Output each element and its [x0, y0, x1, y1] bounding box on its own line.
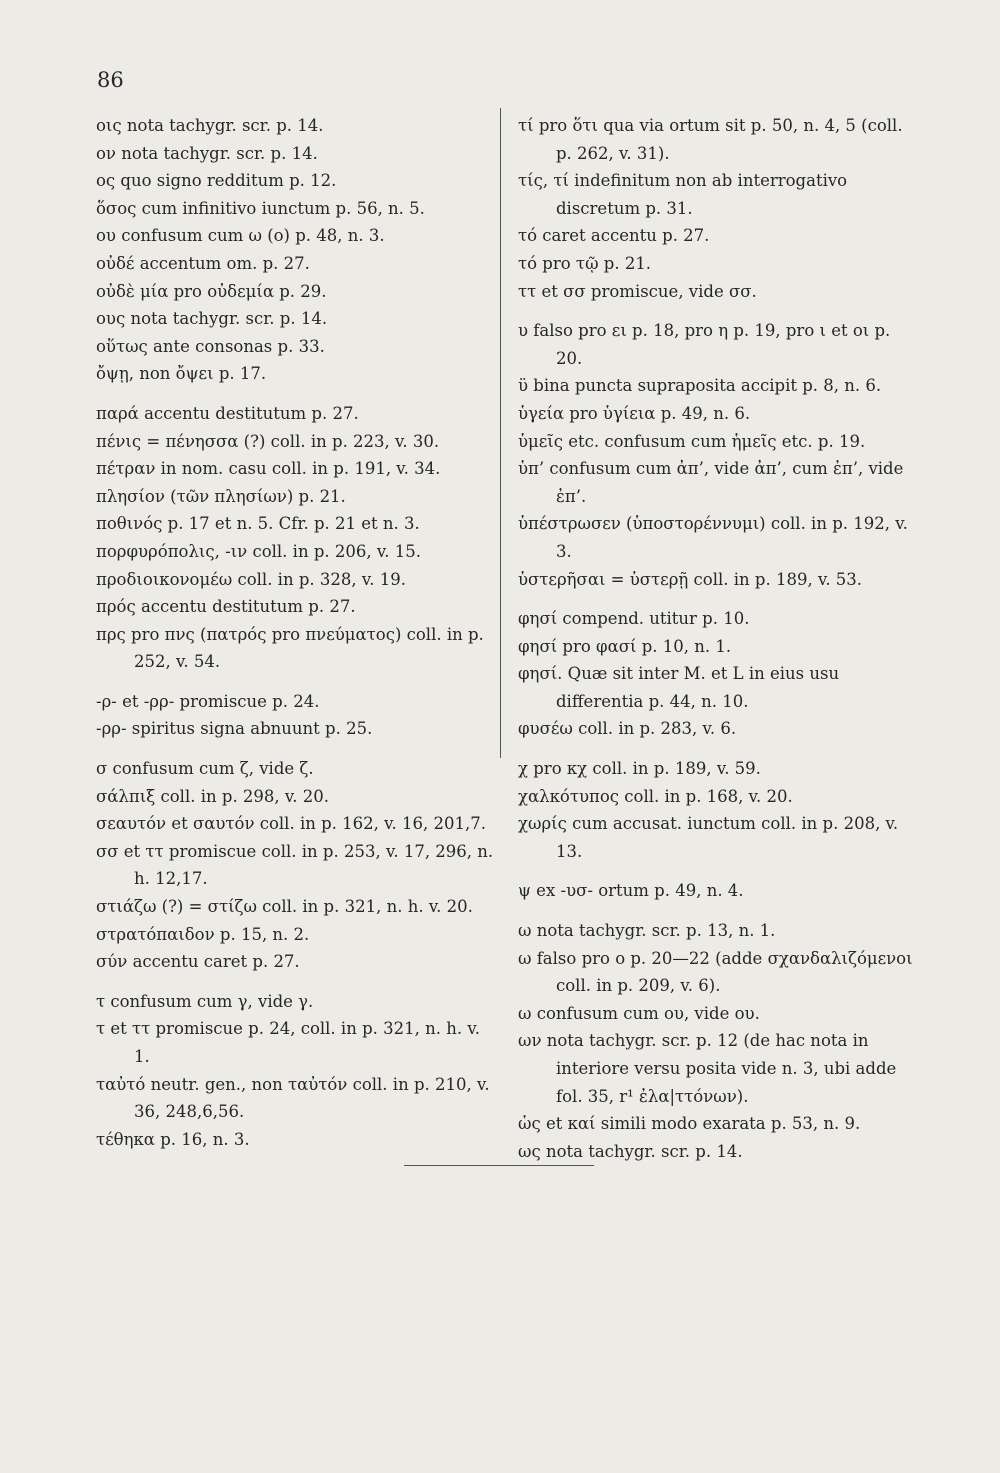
- index-entry: τέθηκα p. 16, n. 3.: [96, 1129, 250, 1149]
- index-entry: χωρίς cum accusat. iunctum coll. in p. 208, v. 13.: [518, 814, 899, 861]
- entry-group-spacer: [518, 593, 913, 605]
- entry-group-spacer: [518, 305, 913, 317]
- index-entry: τό pro τῷ p. 21.: [518, 253, 652, 273]
- index-entry: τίς, τί indefinitum non ab interrogativo discretum p. 31.: [518, 171, 848, 218]
- index-entry: ὑστερῆσαι = ὑστερῇ coll. in p. 189, v. 53.: [518, 569, 863, 589]
- column-divider: [500, 108, 501, 758]
- index-entry: -ρρ- spiritus signa abnuunt p. 25.: [96, 719, 373, 739]
- index-entry: ὡς et καί simili modo exarata p. 53, n. 9.: [518, 1114, 861, 1134]
- index-entry: ττ et σσ promiscue, vide σσ.: [518, 281, 757, 301]
- index-entry: ταὐτό neutr. gen., non ταὐτόν coll. in p. 210, v. 36, 248,6,56.: [96, 1074, 490, 1122]
- index-entry: ψ ex -υσ- ortum p. 49, n. 4.: [518, 881, 744, 901]
- index-entry: υ falso pro ει p. 18, pro η p. 19, pro ι et οι p. 20.: [518, 321, 891, 368]
- index-entry: χαλκότυπος coll. in p. 168, v. 20.: [518, 786, 793, 806]
- index-entry: χ pro κχ coll. in p. 189, v. 59.: [518, 759, 761, 779]
- index-entry: φησί compend. utitur p. 10.: [518, 609, 750, 629]
- index-entry: φησί pro φασί p. 10, n. 1.: [518, 636, 732, 656]
- index-entry: ω falso pro ο p. 20—22 (adde σχανδαλιζόμενοι coll. in p. 209, v. 6).: [518, 948, 913, 996]
- index-entry: πρς pro πνς (πατρός pro πνεύματος) coll. in p. 252, v. 54.: [96, 624, 484, 672]
- entry-group-spacer: [518, 905, 913, 917]
- index-entry: ὑμεῖς etc. confusum cum ἡμεῖς etc. p. 19.: [518, 431, 866, 451]
- index-entry: φυσέω coll. in p. 283, v. 6.: [518, 719, 737, 739]
- right-index-column: [518, 112, 913, 1165]
- entry-group-spacer: [518, 743, 913, 755]
- index-entry: τ et ττ promiscue p. 24, coll. in p. 321, n. h. v. 1.: [96, 1019, 480, 1066]
- index-entry: ω nota tachygr. scr. p. 13, n. 1.: [518, 921, 776, 941]
- index-entry: τί pro ὅτι qua via ortum sit p. 50, n. 4, 5 (coll. p. 262, v. 31).: [518, 116, 903, 163]
- index-entry: ὑγεία pro ὑγίεια p. 49, n. 6.: [518, 403, 751, 423]
- entry-group-spacer: [96, 743, 496, 755]
- index-entry: οὐδὲ μία pro οὐδεμία p. 29.: [96, 281, 327, 301]
- page-number: 86: [97, 68, 124, 92]
- entry-group-spacer: [96, 976, 496, 988]
- index-entry: ους nota tachygr. scr. p. 14.: [96, 309, 328, 329]
- index-entry: ου confusum cum ω (ο) p. 48, n. 3.: [96, 226, 385, 246]
- index-entry: ϋ bina puncta supraposita accipit p. 8, n. 6.: [518, 376, 882, 396]
- index-entry: σύν accentu caret p. 27.: [96, 952, 300, 972]
- index-entry: ως nota tachygr. scr. p. 14.: [518, 1141, 743, 1161]
- entry-group-spacer: [518, 865, 913, 877]
- index-entry: σ confusum cum ζ, vide ζ.: [96, 759, 314, 779]
- index-entry: στιάζω (?) = στίζω coll. in p. 321, n. h. v. 20.: [96, 897, 473, 917]
- index-entry: προδιοικονομέω coll. in p. 328, v. 19.: [96, 569, 406, 589]
- index-entry: οις nota tachygr. scr. p. 14.: [96, 116, 324, 135]
- index-entry: ω confusum cum ου, vide ου.: [518, 1003, 760, 1023]
- index-entry: παρά accentu destitutum p. 27.: [96, 403, 359, 423]
- index-entry: σάλπιξ coll. in p. 298, v. 20.: [96, 786, 330, 806]
- index-entry: ὑπέστρωσεν (ὑποστορέννυμι) coll. in p. 192, v. 3.: [518, 514, 908, 561]
- index-entry: ποθινός p. 17 et n. 5. Cfr. p. 21 et n. 3.: [96, 514, 420, 534]
- index-entry: τ confusum cum γ, vide γ.: [96, 991, 314, 1011]
- index-entry: στρατόπαιδον p. 15, n. 2.: [96, 924, 310, 944]
- entry-group-spacer: [96, 388, 496, 400]
- index-entry: -ρ- et -ρρ- promiscue p. 24.: [96, 691, 320, 711]
- index-entry: ον nota tachygr. scr. p. 14.: [96, 143, 318, 163]
- index-entry: πένις = πένησσα (?) coll. in p. 223, v. 30.: [96, 431, 440, 451]
- index-entry: πρός accentu destitutum p. 27.: [96, 597, 356, 617]
- footer-rule: [404, 1165, 594, 1166]
- index-entry: ὅσος cum infinitivo iunctum p. 56, n. 5.: [96, 198, 425, 218]
- index-entry: πέτραν in nom. casu coll. in p. 191, v. 34.: [96, 459, 441, 479]
- index-entry: φησί. Quæ sit inter M. et L in eius usu differentia p. 44, n. 10.: [518, 664, 840, 711]
- index-entry: οὕτως ante consonas p. 33.: [96, 336, 325, 356]
- index-entry: τό caret accentu p. 27.: [518, 226, 710, 246]
- index-entry: οὐδέ accentum om. p. 27.: [96, 253, 310, 273]
- left-index-column: [96, 112, 496, 1153]
- index-entry: ος quo signo redditum p. 12.: [96, 171, 337, 191]
- entry-group-spacer: [96, 676, 496, 688]
- index-entry: ὑπ’ confusum cum ἀπ’, vide ἀπ’, cum ἐπ’, vide ἐπ’.: [518, 459, 904, 506]
- index-entry: σσ et ττ promiscue coll. in p. 253, v. 17, 296, n. h. 12,17.: [96, 841, 494, 889]
- index-entry: σεαυτόν et σαυτόν coll. in p. 162, v. 16, 201,7.: [96, 814, 486, 834]
- index-entry: πλησίον (τῶν πλησίων) p. 21.: [96, 486, 346, 506]
- index-entry: ὄψῃ, non ὄψει p. 17.: [96, 364, 267, 384]
- index-entry: πορφυρόπολις, -ιν coll. in p. 206, v. 15.: [96, 541, 421, 561]
- index-entry: ων nota tachygr. scr. p. 12 (de hac nota in interiore versu posita vide n. 3, ubi adde fol. 35, r¹ ἐλα|ττόνων).: [518, 1031, 897, 1106]
